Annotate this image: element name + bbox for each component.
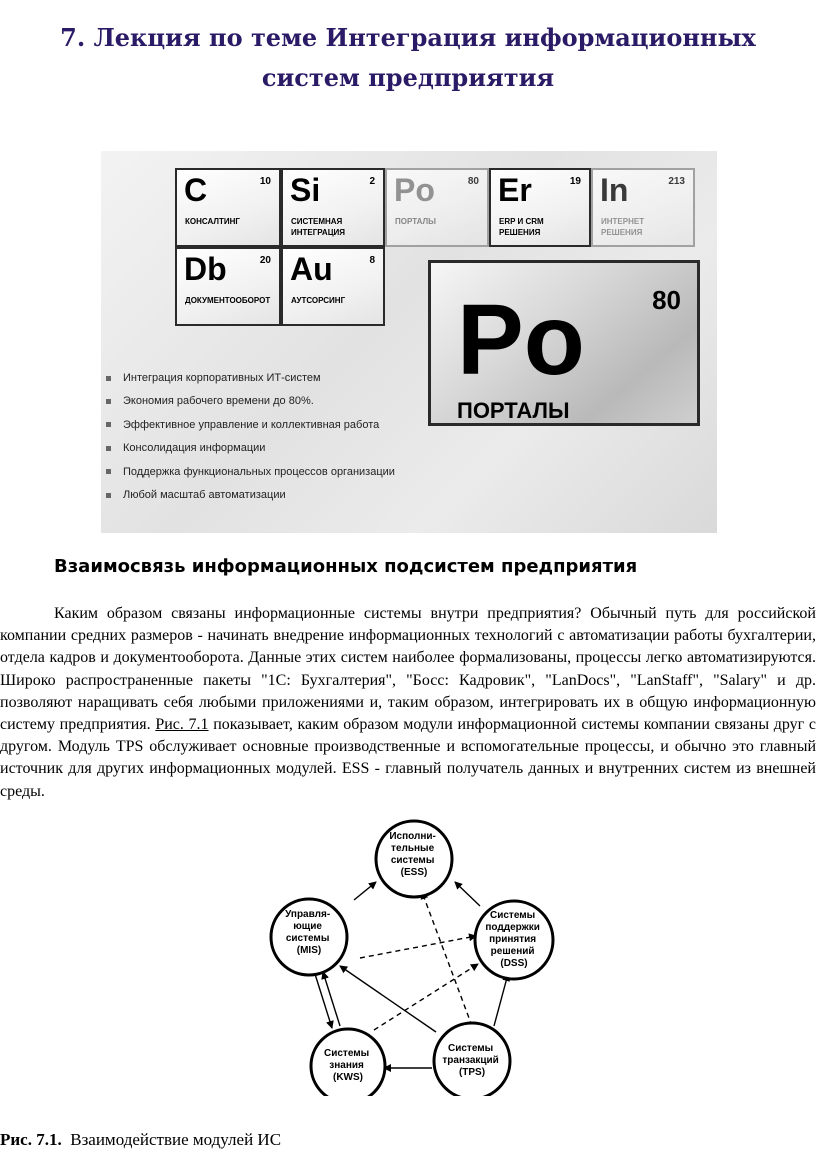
arrow-tps-ess bbox=[422, 892, 472, 1026]
tile-symbol: Au bbox=[290, 251, 333, 287]
tile-number: 213 bbox=[668, 176, 685, 187]
tile-symbol: Db bbox=[184, 251, 227, 287]
tile-number: 19 bbox=[569, 176, 581, 187]
tile-number: 10 bbox=[259, 176, 271, 187]
node-dss-label: Системы поддержки принятия решений (DSS) bbox=[485, 910, 540, 969]
featured-label: ПОРТАЛЫ bbox=[457, 398, 570, 423]
list-item bbox=[106, 484, 395, 507]
figure-caption bbox=[0, 1129, 281, 1151]
list-item bbox=[106, 437, 395, 460]
node-tps-label: Системы транзакций (TPS) bbox=[442, 1043, 499, 1078]
arrow-kws-dss bbox=[374, 964, 478, 1030]
node-ess-label: Исполни- тельные системы (ESS) bbox=[389, 831, 436, 878]
node-mis-label: Управля- ющие системы (MIS) bbox=[285, 909, 331, 956]
featured-symbol: Po bbox=[457, 284, 585, 396]
arrow-kws-mis bbox=[323, 972, 340, 1026]
tile-symbol: Si bbox=[290, 172, 321, 208]
list-item bbox=[106, 390, 395, 413]
tile-label: АУТСОРСИНГ bbox=[291, 296, 346, 305]
node-kws-label: Системы знания (KWS) bbox=[324, 1048, 370, 1083]
caption-text: Взаимодействие модулей ИС bbox=[70, 1130, 282, 1149]
body-paragraph bbox=[0, 603, 816, 803]
tile-label: КОНСАЛТИНГ bbox=[185, 217, 240, 226]
arrow-tps-dss bbox=[494, 974, 508, 1026]
tile-internet bbox=[591, 168, 695, 247]
arrow-dss-ess bbox=[455, 882, 480, 906]
list-item-text: Экономия рабочего времени до 80%. bbox=[123, 395, 314, 408]
tile-outsourcing bbox=[281, 247, 385, 326]
tile-document-flow bbox=[175, 247, 281, 326]
periodic-table-figure bbox=[101, 151, 717, 533]
tile-portals bbox=[385, 168, 489, 247]
bullet-square-icon bbox=[106, 446, 111, 451]
tile-label: ИНТЕРНЕТ РЕШЕНИЯ bbox=[601, 217, 645, 237]
tile-number: 2 bbox=[369, 176, 375, 187]
tile-symbol: Er bbox=[498, 172, 532, 208]
is-modules-diagram bbox=[250, 814, 570, 1096]
list-item-text: Консолидация информации bbox=[123, 442, 266, 455]
bullet-square-icon bbox=[106, 422, 111, 427]
page-title: 7. Лекция по теме Интеграция информационных систем предприятия bbox=[60, 23, 756, 92]
tile-symbol: Po bbox=[394, 172, 435, 208]
bullet-square-icon bbox=[106, 493, 111, 498]
arrow-mis-dss bbox=[360, 936, 476, 958]
arrow-mis-ess bbox=[354, 882, 376, 900]
tile-label: СИСТЕМНАЯ ИНТЕГРАЦИЯ bbox=[291, 217, 346, 237]
tile-number: 80 bbox=[467, 176, 479, 187]
list-item bbox=[106, 461, 395, 484]
tile-label: ERP И CRM РЕШЕНИЯ bbox=[499, 217, 544, 237]
bullet-square-icon bbox=[106, 376, 111, 381]
list-item-text: Любой масштаб автоматизации bbox=[123, 488, 286, 501]
tile-symbol: C bbox=[184, 172, 208, 208]
list-item-text: Интеграция корпоративных ИТ-систем bbox=[123, 372, 321, 384]
tile-label: ДОКУМЕНТООБОРОТ bbox=[185, 296, 271, 305]
tile-symbol: In bbox=[600, 172, 629, 208]
tile-erp-crm bbox=[489, 168, 591, 247]
paragraph-text: показывает, каким образом модули информационной системы компании связаны друг с другом. Модуль TPS обслуживает основные производственные и вспомогательные процессы, и обычно это главный источник для других информационных модулей. ESS - главный получатель данных и внутренних систем из внешней среды. bbox=[0, 716, 816, 800]
featured-tile-portals bbox=[428, 260, 700, 426]
figure-reference-link[interactable]: Рис. 7.1 bbox=[155, 716, 209, 734]
tile-system-integration bbox=[281, 168, 385, 247]
list-item bbox=[106, 414, 395, 437]
tile-number: 8 bbox=[369, 255, 375, 266]
featured-number: 80 bbox=[652, 285, 681, 315]
arrow-mis-kws bbox=[315, 974, 332, 1028]
bullet-square-icon bbox=[106, 469, 111, 474]
tile-consulting bbox=[175, 168, 281, 247]
feature-list bbox=[106, 367, 395, 507]
tile-number: 20 bbox=[259, 255, 271, 266]
list-item-text: Эффективное управление и коллективная работа bbox=[123, 418, 380, 431]
list-item-text: Поддержка функциональных процессов организации bbox=[123, 465, 395, 478]
paragraph-text: Каким образом связаны информационные системы внутри предприятия? Обычный путь для российской компании средних размеров - начинать внедрение информационных технологий с автоматизации работы бухгалтерии, отдела кадров и документооборота. Данные этих систем наиболее формализованы, процессы легко автоматизируются. Широко распространенные пакеты "1С: Бухгалтерия", "Босс: Кадровик", "LanDocs", "LanStaff", "Salary" и др. позволяют наращивать себя любыми приложениями и, таким образом, интегрировать их в общую информационную систему предприятия. bbox=[0, 605, 816, 734]
caption-label: Рис. 7.1. bbox=[0, 1130, 62, 1149]
section-heading: Взаимосвязь информационных подсистем предприятия bbox=[54, 556, 638, 577]
bullet-square-icon bbox=[106, 399, 111, 404]
list-item bbox=[106, 367, 395, 390]
tile-label: ПОРТАЛЫ bbox=[395, 217, 436, 226]
